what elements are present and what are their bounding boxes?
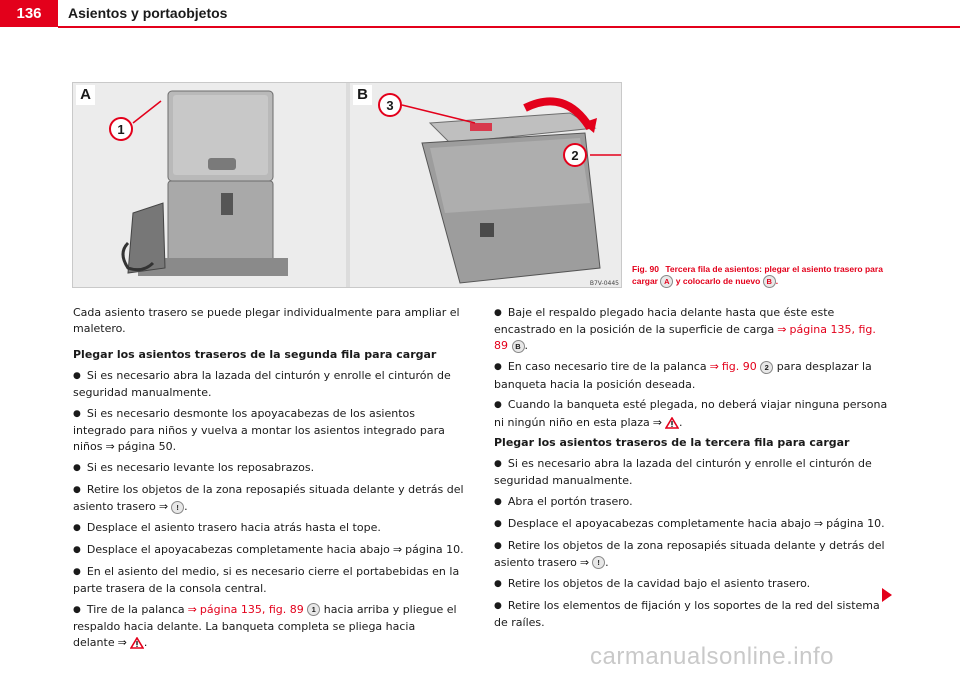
page-title: Asientos y portaobjetos	[68, 5, 228, 21]
figure-code: B7V-0445	[589, 280, 619, 287]
warning-icon	[665, 417, 679, 429]
list-item: ● Si es necesario levante los reposabrazos.	[73, 460, 468, 477]
arrow-icon: ⇒	[158, 500, 169, 514]
badge-a: A	[660, 275, 673, 288]
warning-icon	[130, 637, 144, 649]
left-column	[73, 305, 468, 656]
figure-caption	[632, 264, 892, 288]
section-heading-second-row: Plegar los asientos traseros de la segunda fila para cargar	[73, 348, 437, 362]
figure-panel-b	[350, 83, 622, 288]
list-item: ● Si es necesario abra la lazada del cinturón y enrolle el cinturón de seguridad manualmente.	[73, 368, 468, 401]
caption-text-2: y colocarlo de nuevo	[675, 275, 761, 286]
list-item: ● Desplace el apoyacabezas completamente hacia abajo ⇒ página 10.	[494, 516, 889, 533]
list-item: ● Retire los objetos de la zona reposapiés situada delante y detrás del asiento trasero ⇒ ! .	[73, 482, 468, 515]
arrow-icon: ⇒	[579, 555, 590, 569]
watermark: carmanualsonline.info	[590, 643, 834, 670]
arrow-icon: ⇒	[813, 516, 824, 530]
page-reference[interactable]: página 50.	[117, 440, 177, 454]
list-item: ● Baje el respaldo plegado hacia delante hasta que éste este encastrado en la posición de la superficie de carga ⇒ página 135, fig. 89 B .	[494, 305, 889, 355]
arrow-icon: ⇒	[392, 542, 403, 556]
caution-icon: !	[171, 501, 184, 514]
intro-paragraph: Cada asiento trasero se puede plegar individualmente para ampliar el maletero.	[73, 306, 460, 336]
list-item: ● Tire de la palanca ⇒ página 135, fig. 89 1 hacia arriba y pliegue el respaldo hacia delante. La banqueta completa se pliega hacia delante ⇒ .	[73, 602, 468, 652]
panel-a-label: A	[76, 85, 95, 105]
list-item: ● En caso necesario tire de la palanca ⇒ fig. 90 2 para desplazar la banqueta hacia la posición deseada.	[494, 359, 889, 392]
arrow-icon: ⇒	[187, 602, 197, 616]
list-item: ● Retire los elementos de fijación y los soportes de la red del sistema de raíles.	[494, 598, 889, 631]
arrow-icon: ⇒	[105, 440, 115, 454]
list-item: ● Cuando la banqueta esté plegada, no deberá viajar ninguna persona ni ningún niño en esta plaza ⇒ .	[494, 397, 889, 430]
header-rule	[58, 26, 960, 28]
arrow-icon: ⇒	[652, 415, 662, 429]
panel-b-label: B	[353, 85, 372, 105]
right-column	[494, 305, 889, 636]
seat-illustration-b	[350, 83, 622, 288]
list-item: ● Desplace el asiento trasero hacia atrás hasta el tope.	[73, 520, 468, 537]
list-item: ● En el asiento del medio, si es necesario cierre el portabebidas en la parte trasera de la consola central.	[73, 564, 468, 597]
list-item: ● Retire los objetos de la zona reposapiés situada delante y detrás del asiento trasero ⇒ ! .	[494, 538, 889, 571]
figure-panel-a	[73, 83, 346, 288]
list-item: ● Abra el portón trasero.	[494, 494, 889, 511]
seat-illustration-a	[73, 83, 346, 288]
caution-icon: !	[592, 556, 605, 569]
badge-b: B	[763, 275, 776, 288]
callout-1: 1	[117, 122, 125, 137]
list-item: ● Si es necesario desmonte los apoyacabezas de los asientos integrado para niños y vuelva a montar los asientos integrado para niños ⇒ página 50.	[73, 406, 468, 456]
caption-end: .	[775, 275, 779, 286]
arrow-icon: ⇒	[777, 323, 787, 337]
callout-3: 3	[386, 98, 394, 113]
figure-link[interactable]: fig. 90	[721, 360, 757, 374]
figure-90	[72, 82, 622, 288]
callout-2: 2	[571, 148, 579, 163]
next-page-arrow-icon[interactable]	[882, 588, 892, 602]
badge-1: 1	[307, 603, 320, 616]
caption-label: Fig. 90	[632, 264, 659, 274]
caption-text: Tercera fila de asientos: plegar el asiento trasero para cargar	[632, 264, 883, 286]
figure-link[interactable]: página 135, fig. 89	[494, 323, 876, 353]
badge-2: 2	[760, 361, 773, 374]
arrow-icon: ⇒	[117, 636, 127, 650]
page-reference[interactable]: página 10.	[405, 542, 464, 556]
figure-link[interactable]: página 135, fig. 89	[199, 602, 304, 616]
arrow-icon: ⇒	[709, 360, 719, 374]
list-item: ● Retire los objetos de la cavidad bajo el asiento trasero.	[494, 576, 889, 593]
page-reference[interactable]: página 10.	[826, 516, 885, 530]
list-item: ● Si es necesario abra la lazada del cinturón y enrolle el cinturón de seguridad manualmente.	[494, 456, 889, 489]
badge-b: B	[512, 340, 525, 353]
page-number: 136	[0, 0, 58, 27]
section-heading-third-row: Plegar los asientos traseros de la tercera fila para cargar	[494, 436, 850, 450]
list-item: ● Desplace el apoyacabezas completamente hacia abajo ⇒ página 10.	[73, 542, 468, 559]
